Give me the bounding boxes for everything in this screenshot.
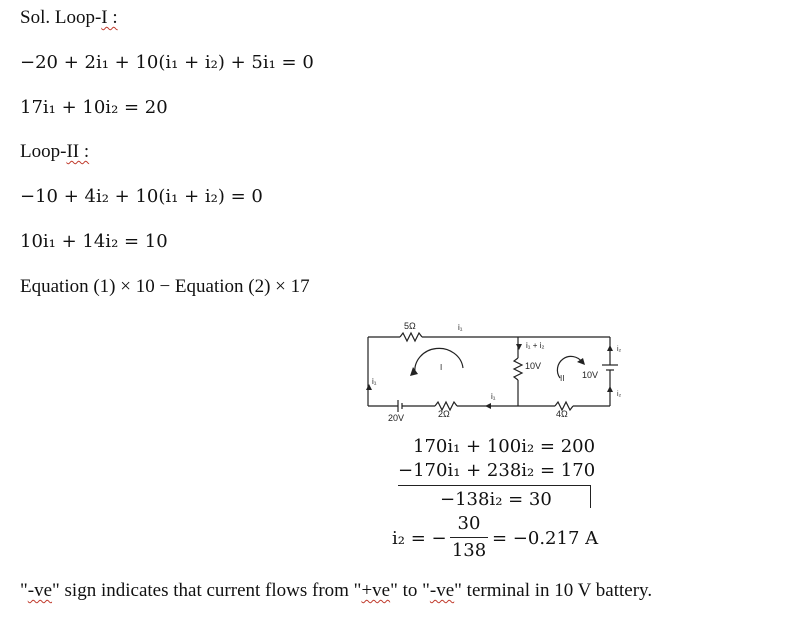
label-current-right-bottom: i₂ (617, 391, 622, 398)
loop-2-heading (20, 140, 89, 164)
note-text-1: " (20, 580, 28, 601)
equation-2: 10i₁ + 14i₂ = 10 (20, 231, 168, 252)
circuit-diagram (360, 318, 625, 428)
note-text-2: " sign indicates that current flows from " (52, 580, 362, 601)
elimination-row-2: −170i₁ + 238i₂ = 170 (398, 460, 596, 481)
label-current-top: i₁ (458, 323, 463, 332)
current-i2-lhs: i₂ = − (392, 528, 447, 549)
label-right-battery: 10V (582, 370, 599, 380)
middle-resistor (514, 358, 522, 380)
equation-loop2-kvl: −10 + 4i₂ + 10(i₁ + i₂) = 0 (20, 186, 263, 207)
fraction-denominator: 138 (451, 540, 487, 561)
fraction-numerator: 30 (457, 513, 481, 534)
combination-instruction: Equation (1) × 10 − Equation (2) × 17 (20, 276, 310, 297)
loop-1-arrow (415, 348, 463, 373)
note-text-3: " to " (390, 580, 430, 601)
loop-2-prefix: Loop- (20, 141, 67, 162)
equation-1: 17i₁ + 10i₂ = 20 (20, 97, 168, 118)
elimination-rule (398, 485, 590, 486)
arrow-middle-down (516, 344, 522, 350)
label-4-ohm: 4Ω (556, 409, 568, 419)
arrow-bottom-left (485, 403, 491, 409)
label-current-left: i₁ (372, 377, 377, 386)
loop-1-mark: I : (101, 7, 118, 28)
label-loop-1: I (440, 363, 443, 372)
label-loop-2: II (560, 374, 565, 383)
arrow-right-up-top (607, 345, 613, 351)
label-current-bottom: i₁ (491, 392, 496, 401)
sign-conclusion (20, 579, 652, 603)
loop-2-mark: II : (66, 141, 90, 162)
elimination-row-1: 170i₁ + 100i₂ = 200 (413, 436, 596, 457)
label-current-middle: i₁ + i₂ (526, 341, 545, 350)
note-text-4: " terminal in 10 V battery. (454, 580, 653, 601)
elimination-rule-tick (590, 485, 591, 508)
label-left-battery: 20V (388, 413, 405, 423)
note-ve-3: -ve (429, 580, 455, 601)
label-2-ohm: 2Ω (438, 409, 450, 419)
elimination-result: −138i₂ = 30 (440, 489, 552, 510)
label-current-right-top: i₂ (617, 346, 622, 353)
equation-loop1-kvl: −20 + 2i₁ + 10(i₁ + i₂) + 5i₁ = 0 (20, 52, 314, 73)
resistor-5-ohm (400, 333, 422, 341)
fraction-bar (450, 537, 488, 538)
arrow-right-up-bottom (607, 386, 613, 392)
note-ve-1: -ve (27, 580, 53, 601)
note-ve-2: +ve (361, 580, 391, 601)
loop-1-heading (20, 6, 118, 30)
loop-1-prefix: Sol. Loop- (20, 7, 102, 28)
current-i2-value: = −0.217 A (492, 528, 599, 549)
label-middle-resistor: 10V (525, 361, 542, 371)
label-5-ohm: 5Ω (404, 321, 416, 331)
